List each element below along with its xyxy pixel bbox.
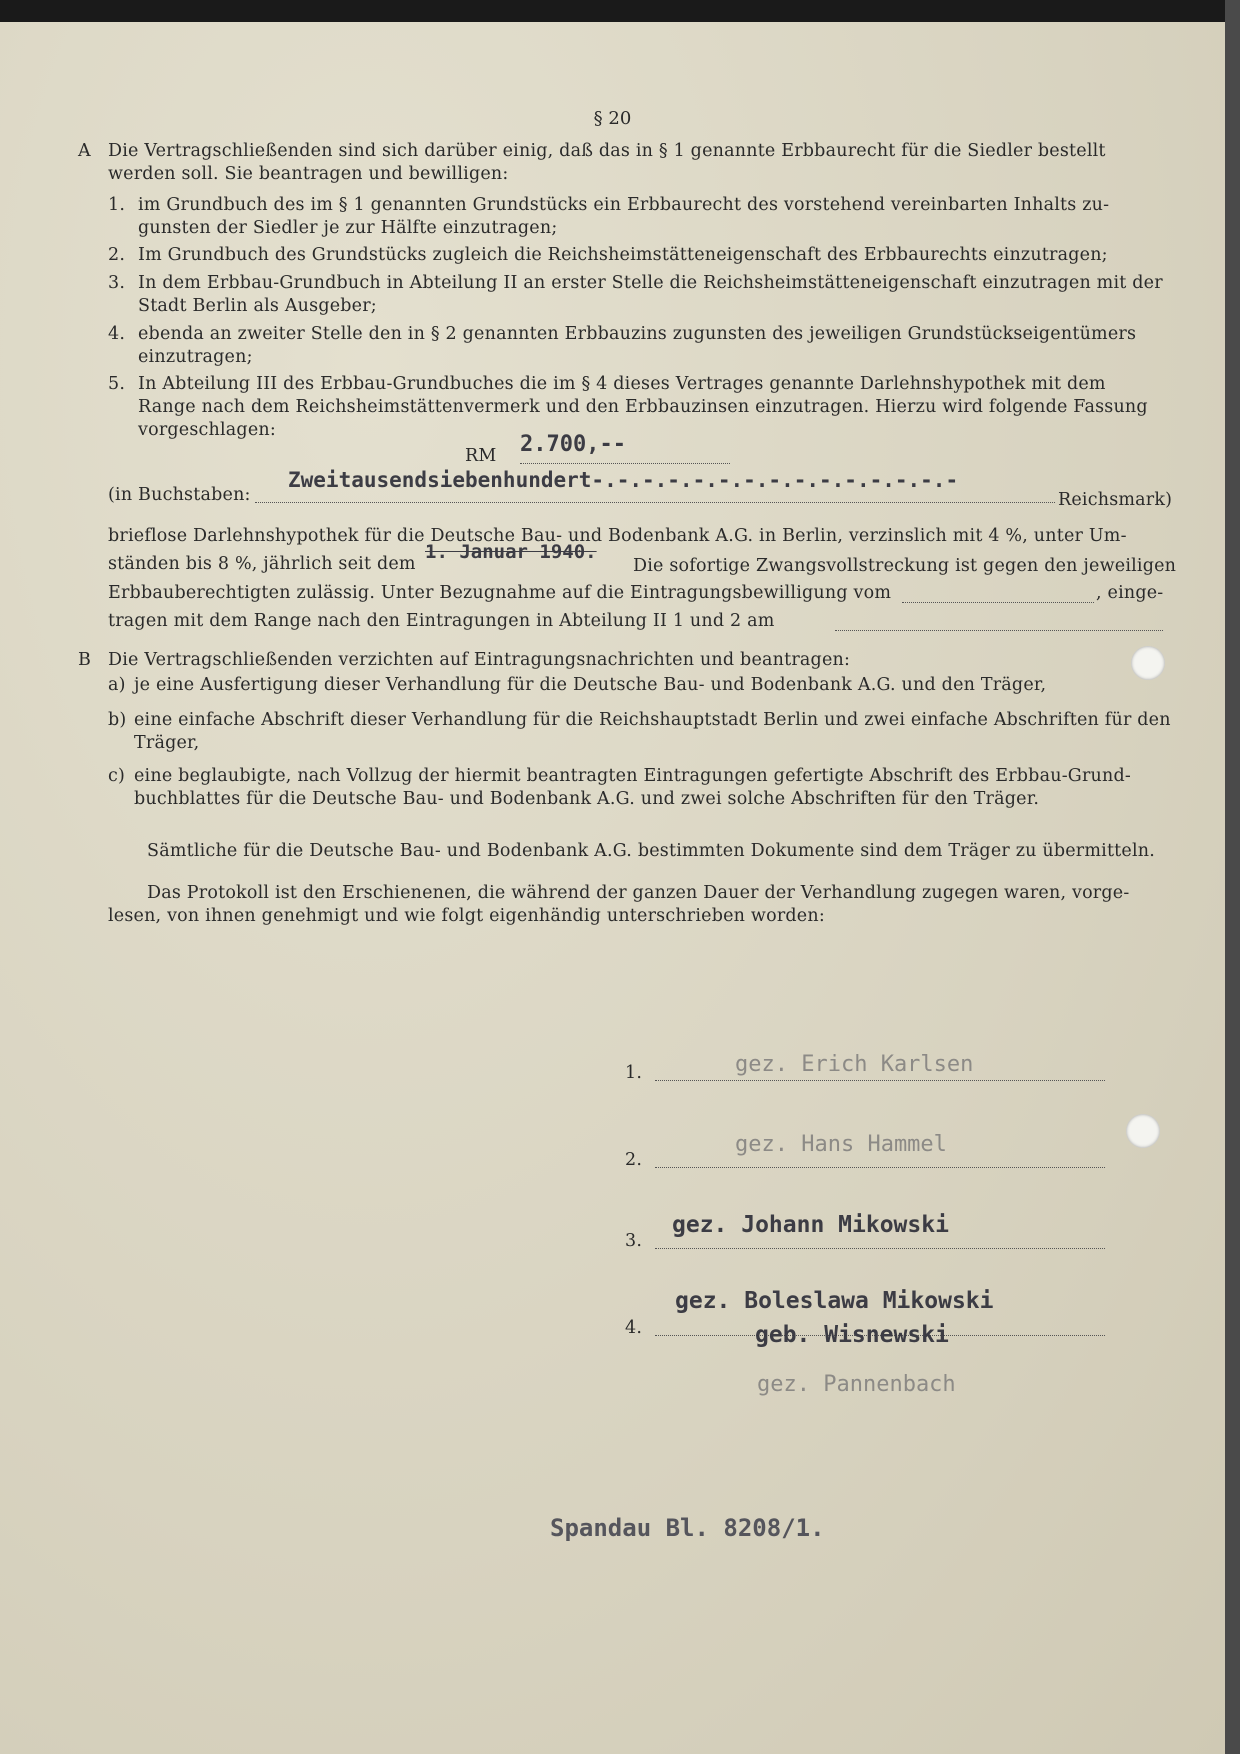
rm-label: RM: [465, 446, 497, 466]
punch-hole-bottom: [1126, 1114, 1160, 1148]
item-bc-num: c): [108, 766, 126, 786]
item-a5-num: 5.: [108, 374, 126, 394]
item-a4-line-1: ebenda an zweiter Stelle den in § 2 genannten Erbbauzins zugunsten des jeweiligen Grundstückseigentümers: [138, 324, 1137, 344]
para-line-2-prefix: ständen bis 8 %, jährlich seit dem: [108, 554, 416, 574]
protokoll-line-1: Das Protokoll ist den Erschienenen, die während der ganzen Dauer der Verhandlung zugegen waren, vorge-: [147, 883, 1130, 903]
item-a2-num: 2.: [108, 245, 126, 265]
item-ba-num: a): [108, 675, 126, 695]
scan-top-edge: [0, 0, 1240, 22]
para-line-4: tragen mit dem Range nach den Eintragungen in Abteilung II 1 und 2 am: [108, 611, 775, 631]
item-a1-line-2: gunsten der Siedler je zur Hälfte einzutragen;: [138, 218, 558, 238]
eintragung-date-line: [835, 630, 1163, 631]
rm-amount-typed: 2.700,--: [520, 432, 626, 457]
signature-3-name: gez. Johann Mikowski: [672, 1212, 949, 1238]
section-a-line-1: Die Vertragschließenden sind sich darüber einig, daß das in § 1 genannte Erbbaurecht für die Siedler bestellt: [108, 141, 1106, 161]
item-a4-num: 4.: [108, 324, 126, 344]
signature-4-name: gez. Boleslawa Mikowski: [675, 1288, 994, 1314]
reichsmark-label: Reichsmark): [1058, 490, 1173, 510]
buchstaben-line: [255, 502, 1055, 503]
section-heading: § 20: [593, 108, 632, 129]
item-a5-line-1: In Abteilung III des Erbbau-Grundbuches die im § 4 dieses Vertrages genannte Darlehnshypothek mit dem: [138, 374, 1106, 394]
item-a2-line-1: Im Grundbuch des Grundstücks zugleich die Reichsheimstätteneigenschaft des Erbbaurechts einzutragen;: [138, 245, 1108, 265]
signature-2-num: 2.: [625, 1150, 643, 1170]
documents-line: Sämtliche für die Deutsche Bau- und Bodenbank A.G. bestimmten Dokumente sind dem Träger zu übermitteln.: [147, 841, 1155, 861]
item-a1-num: 1.: [108, 195, 126, 215]
document-page: [0, 22, 1225, 1754]
item-bb-num: b): [108, 710, 127, 730]
signature-2-line: [655, 1167, 1105, 1168]
signature-3-num: 3.: [625, 1231, 643, 1251]
section-b-letter: B: [78, 650, 92, 670]
item-bc-line-2: buchblattes für die Deutsche Bau- und Bodenbank A.G. und zwei solche Abschriften für den Träger.: [134, 789, 1040, 809]
item-a1-line-1: im Grundbuch des im § 1 genannten Grundstücks ein Erbbaurecht des vorstehend vereinbarten Inhalts zu-: [138, 195, 1110, 215]
rm-amount-line: [520, 463, 730, 464]
signature-2-name: gez. Hans Hammel: [735, 1132, 947, 1157]
scan-right-edge: [1225, 0, 1240, 1754]
item-bb-line-1: eine einfache Abschrift dieser Verhandlung für die Reichshauptstadt Berlin und zwei einfache Abschriften für den: [134, 710, 1171, 730]
reference-number: Spandau Bl. 8208/1.: [550, 1514, 825, 1542]
signature-1-num: 1.: [625, 1063, 643, 1083]
item-a3-num: 3.: [108, 273, 126, 293]
signature-1-name: gez. Erich Karlsen: [735, 1052, 974, 1077]
signature-1-line: [655, 1080, 1105, 1081]
signature-4-num: 4.: [625, 1318, 643, 1338]
notary-line: gez. Pannenbach: [757, 1372, 956, 1397]
section-b-intro: Die Vertragschließenden verzichten auf Eintragungsnachrichten und beantragen:: [108, 650, 851, 670]
item-bb-line-2: Träger,: [134, 733, 200, 753]
para-line-3-suffix: , einge-: [1096, 583, 1164, 603]
signature-4-birthname: geb. Wisnewski: [755, 1322, 949, 1348]
item-ba-line-1: je eine Ausfertigung dieser Verhandlung für die Deutsche Bau- und Bodenbank A.G. und den Träger,: [134, 675, 1047, 695]
item-a3-line-2: Stadt Berlin als Ausgeber;: [138, 296, 377, 316]
para-line-3: Erbbauberechtigten zulässig. Unter Bezugnahme auf die Eintragungsbewilligung vom: [108, 583, 892, 603]
section-a-line-2: werden soll. Sie beantragen und bewilligen:: [108, 164, 509, 184]
para-line-2-suffix: Die sofortige Zwangsvollstreckung ist gegen den jeweiligen: [633, 556, 1177, 576]
signature-3-line: [655, 1248, 1105, 1249]
item-a4-line-2: einzutragen;: [138, 347, 253, 367]
bewilligung-date-line: [902, 602, 1094, 603]
item-bc-line-1: eine beglaubigte, nach Vollzug der hiermit beantragten Eintragungen gefertigte Abschrift des Erbbau-Grund-: [134, 766, 1132, 786]
para-line-1: brieflose Darlehnshypothek für die Deutsche Bau- und Bodenbank A.G. in Berlin, verzinslich mit 4 %, unter Um-: [108, 526, 1127, 546]
punch-hole-top: [1131, 646, 1165, 680]
item-a5-line-3: vorgeschlagen:: [138, 420, 276, 440]
date-typed: 1. Januar 1940.: [425, 541, 597, 563]
buchstaben-label: (in Buchstaben:: [108, 485, 251, 505]
protokoll-line-2: lesen, von ihnen genehmigt und wie folgt eigenhändig unterschrieben worden:: [108, 906, 825, 926]
item-a5-line-2: Range nach dem Reichsheimstättenvermerk und den Erbbauzinsen einzutragen. Hierzu wird folgende Fassung: [138, 397, 1148, 417]
section-a-letter: A: [78, 141, 91, 161]
item-a3-line-1: In dem Erbbau-Grundbuch in Abteilung II an erster Stelle die Reichsheimstätteneigenschaft einzutragen mit der: [138, 273, 1163, 293]
buchstaben-value-typed: Zweitausendsiebenhundert-.-.-.-.-.-.-.-.-.-.-.-.-.-.-: [288, 468, 959, 492]
